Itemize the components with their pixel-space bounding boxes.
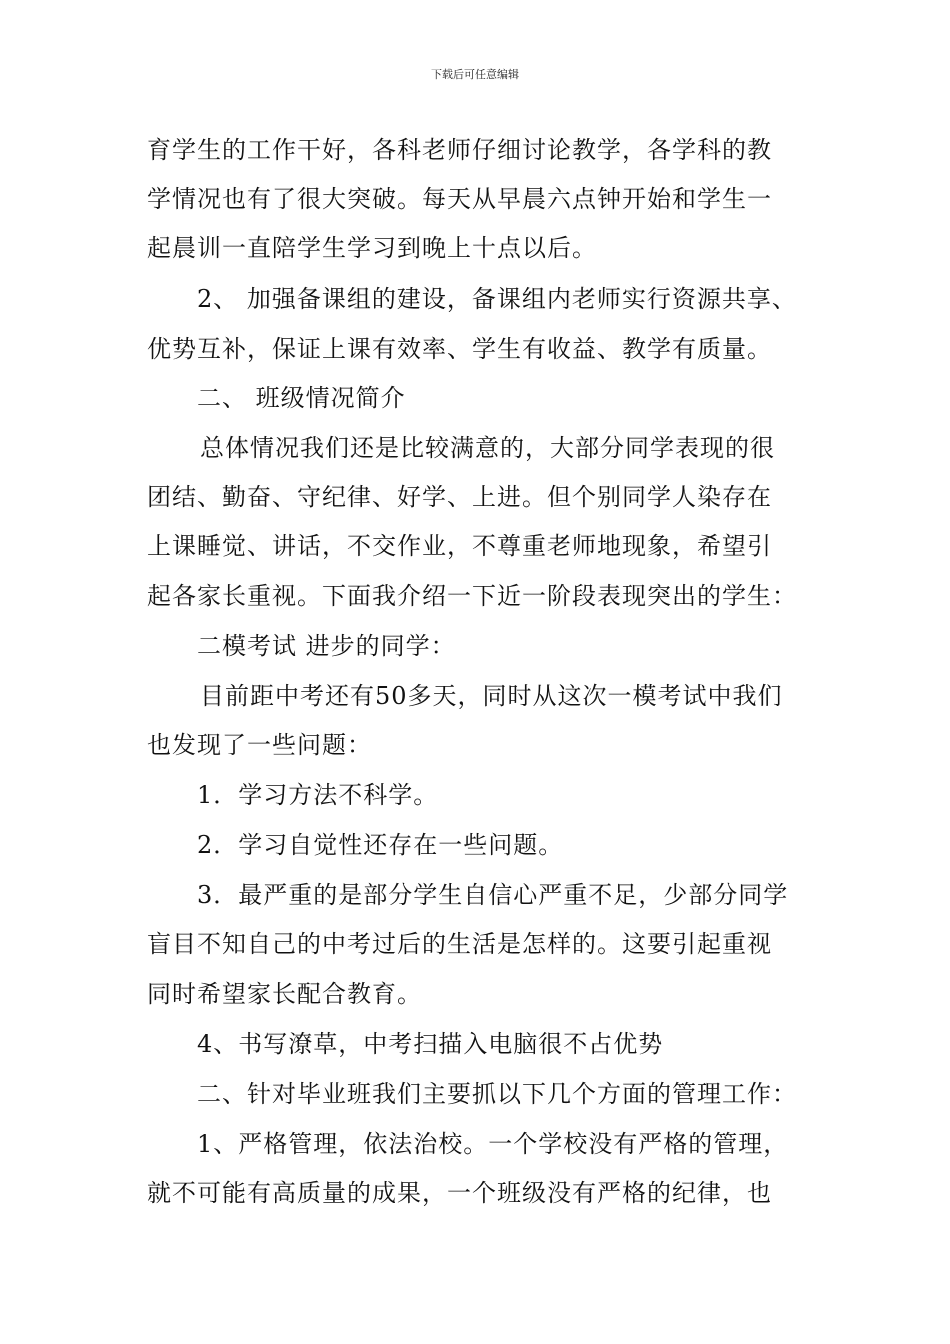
section-heading: 二、针对毕业班我们主要抓以下几个方面的管理工作：	[197, 1080, 797, 1108]
text-line: 二模考试 进步的同学：	[197, 632, 456, 660]
text-line: 起各家长重视。下面我介绍一下近一阶段表现突出的学生：	[147, 582, 797, 610]
list-item: 2．学习自觉性还存在一些问题。	[197, 831, 564, 859]
text-line: 盲目不知自己的中考过后的生活是怎样的。这要引起重视	[147, 930, 772, 958]
text-line: 团结、勤奋、守纪律、好学、上进。但个别同学人染存在	[147, 483, 772, 511]
text-line: 上课睡觉、讲话，不交作业，不尊重老师地现象，希望引	[147, 532, 772, 560]
text-line: 也发现了一些问题：	[147, 731, 372, 759]
list-item: 4、书写潦草，中考扫描入电脑很不占优势	[197, 1030, 664, 1058]
text-line: 优势互补，保证上课有效率、学生有收益、教学有质量。	[147, 335, 772, 363]
list-item: 1、严格管理，依法治校。一个学校没有严格的管理，	[197, 1130, 789, 1158]
text-line: 起晨训一直陪学生学习到晚上十点以后。	[147, 234, 597, 262]
text-line: 目前距中考还有50多天，同时从这次一模考试中我们	[200, 682, 783, 710]
text-line: 同时希望家长配合教育。	[147, 980, 422, 1008]
list-item: 3．最严重的是部分学生自信心严重不足，少部分同学	[197, 881, 789, 909]
text-line: 育学生的工作干好，各科老师仔细讨论教学，各学科的教	[147, 136, 772, 164]
section-heading: 二、 班级情况简介	[197, 384, 406, 412]
list-item: 1．学习方法不科学。	[197, 781, 439, 809]
text-line: 总体情况我们还是比较满意的，大部分同学表现的很	[200, 434, 775, 462]
page-header: 下载后可任意编辑	[431, 68, 519, 81]
text-line: 2、 加强备课组的建设，备课组内老师实行资源共享、	[197, 285, 797, 313]
text-line: 就不可能有高质量的成果，一个班级没有严格的纪律，也	[147, 1179, 772, 1207]
text-line: 学情况也有了很大突破。每天从早晨六点钟开始和学生一	[147, 185, 772, 213]
